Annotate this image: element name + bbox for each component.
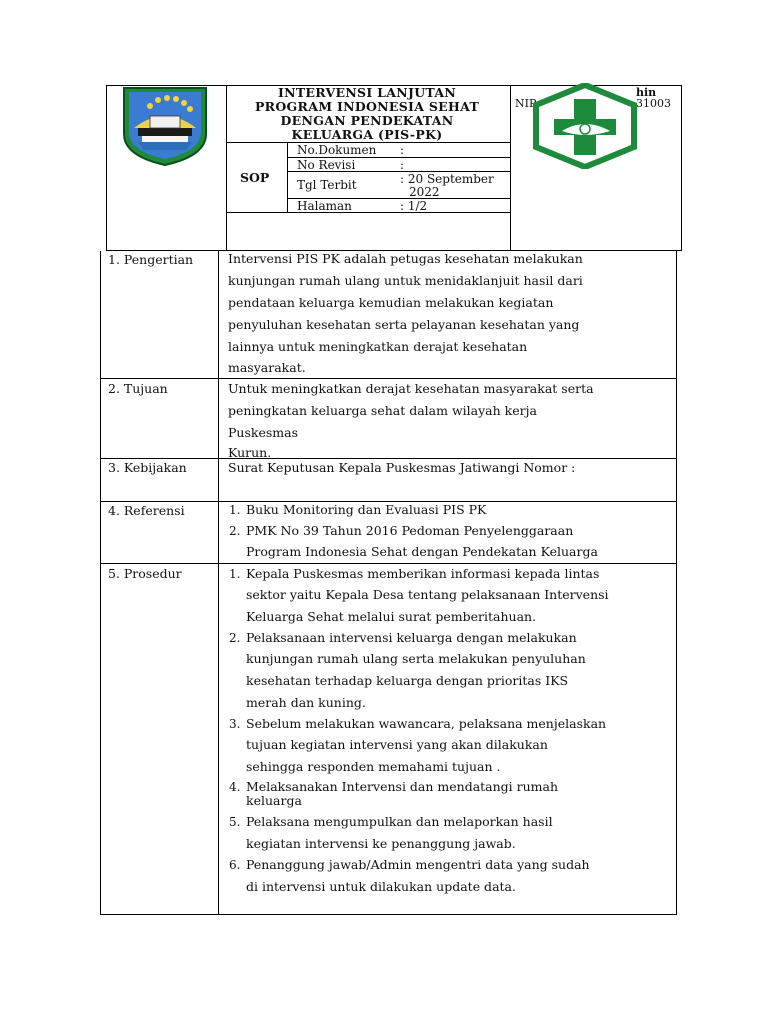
referensi-item-number: 1.	[229, 503, 241, 517]
partial-top-text: hin	[636, 86, 657, 99]
prosedur-item-line: Penanggung jawab/Admin mengentri data yang sudah	[246, 857, 590, 872]
tujuan-line: Puskesmas	[228, 425, 298, 440]
sop-label: SOP	[240, 170, 270, 185]
row-label-kebijakan: 3. Kebijakan	[108, 460, 187, 475]
doc-field-label-halaman: Halaman	[297, 199, 352, 213]
pengertian-line: Intervensi PIS PK adalah petugas kesehatan melakukan	[228, 251, 583, 266]
tujuan-line: Kurun.	[228, 445, 272, 460]
pengertian-line: lainnya untuk meningkatkan derajat kesehatan	[228, 339, 528, 354]
prosedur-item-line: kunjungan rumah ulang serta melakukan penyuluhan	[246, 651, 586, 666]
referensi-item-line: PMK No 39 Tahun 2016 Pedoman Penyelenggaraan	[246, 523, 574, 538]
doc-field-value-tgl-terbit-year: 2022	[409, 185, 440, 199]
referensi-item-line: Program Indonesia Sehat dengan Pendekatan Keluarga	[246, 544, 598, 559]
prosedur-item-line: di intervensi untuk dilakukan update data.	[246, 879, 516, 894]
prosedur-item-line: sehingga responden memahami tujuan .	[246, 759, 501, 774]
row-label-prosedur: 5. Prosedur	[108, 566, 182, 581]
prosedur-item-line: tujuan kegiatan intervensi yang akan dilakukan	[246, 737, 548, 752]
prosedur-item-line: kegiatan intervensi ke penanggung jawab.	[246, 836, 516, 851]
doc-field-label-tgl-terbit: Tgl Terbit	[297, 178, 357, 192]
prosedur-item-line: Melaksanakan Intervensi dan mendatangi rumah	[246, 779, 559, 794]
document-title: INTERVENSI LANJUTAN PROGRAM INDONESIA SEHAT DENGAN PENDEKATAN KELUARGA (PIS-PK)	[254, 85, 480, 142]
regency-emblem-logo	[120, 86, 210, 166]
prosedur-item-number: 3.	[229, 717, 241, 731]
partial-nip-text: NIP	[515, 97, 537, 110]
prosedur-item-line: kesehatan terhadap keluarga dengan prioritas IKS	[246, 673, 569, 688]
kebijakan-line: Surat Keputusan Kepala Puskesmas Jatiwangi Nomor :	[228, 460, 576, 475]
row-label-referensi: 4. Referensi	[108, 503, 185, 518]
prosedur-item-line: merah dan kuning.	[246, 695, 366, 710]
pengertian-line: masyarakat.	[228, 360, 306, 375]
prosedur-item-number: 6.	[229, 858, 241, 872]
doc-field-value-no-revisi: :	[400, 158, 405, 172]
prosedur-item-line: sektor yaitu Kepala Desa tentang pelaksanaan Intervensi	[246, 587, 609, 602]
prosedur-item-line: Pelaksana mengumpulkan dan melaporkan hasil	[246, 814, 553, 829]
doc-field-label-no-revisi: No Revisi	[297, 158, 356, 172]
prosedur-item-line: Sebelum melakukan wawancara, pelaksana menjelaskan	[246, 716, 607, 731]
prosedur-item-number: 4.	[229, 780, 241, 794]
prosedur-item-line: Pelaksanaan intervensi keluarga dengan melakukan	[246, 630, 577, 645]
doc-field-label-no-dokumen: No.Dokumen	[297, 143, 377, 157]
pengertian-line: penyuluhan kesehatan serta pelayanan kesehatan yang	[228, 317, 580, 332]
prosedur-item-line: Kepala Puskesmas memberikan informasi kepada lintas	[246, 566, 600, 581]
prosedur-item-number: 2.	[229, 631, 241, 645]
tujuan-line: Untuk meningkatkan derajat kesehatan masyarakat serta	[228, 381, 594, 396]
prosedur-item-line: keluarga	[246, 793, 302, 808]
partial-nip-number: 31003	[636, 97, 671, 110]
puskesmas-logo	[532, 83, 638, 169]
prosedur-item-line: Keluarga Sehat melalui surat pemberitahuan.	[246, 609, 537, 624]
prosedur-item-number: 5.	[229, 815, 241, 829]
doc-field-value-no-dokumen: :	[400, 143, 405, 157]
row-label-pengertian: 1. Pengertian	[108, 252, 194, 267]
tujuan-line: peningkatan keluarga sehat dalam wilayah kerja	[228, 403, 537, 418]
referensi-item-line: Buku Monitoring dan Evaluasi PIS PK	[246, 502, 487, 517]
doc-field-value-tgl-terbit: : 20 September	[400, 172, 494, 186]
pengertian-line: pendataan keluarga kemudian melakukan kegiatan	[228, 295, 554, 310]
prosedur-item-number: 1.	[229, 567, 241, 581]
referensi-item-number: 2.	[229, 524, 241, 538]
pengertian-line: kunjungan rumah ulang untuk menidaklanjuit hasil dari	[228, 273, 583, 288]
doc-field-value-halaman: : 1/2	[400, 199, 428, 213]
row-label-tujuan: 2. Tujuan	[108, 381, 168, 396]
